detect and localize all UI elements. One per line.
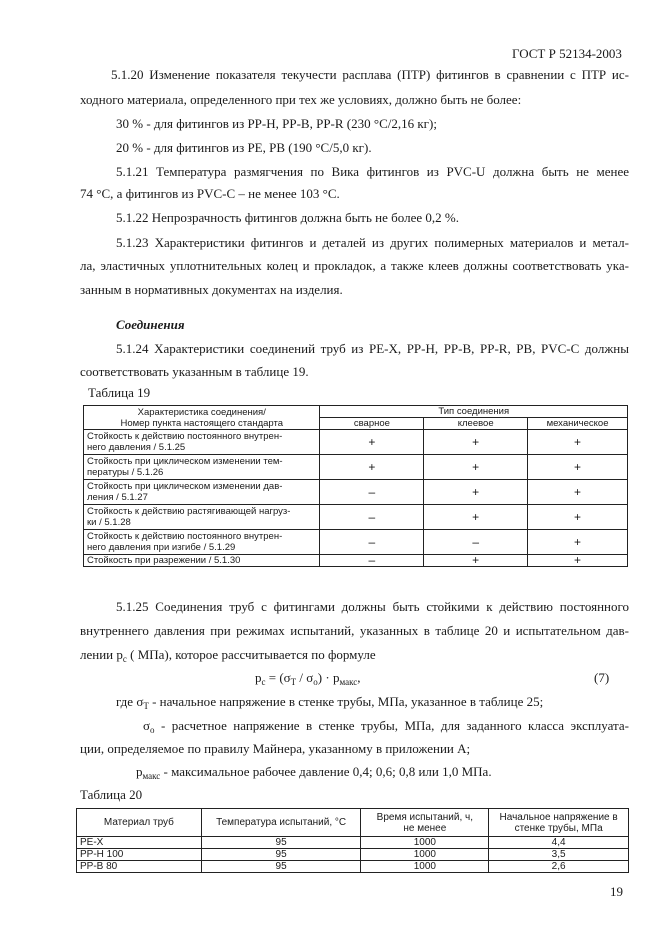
- para-5-1-25-line1: 5.1.25 Соединения труб с фитингами должны быть стойкими к действию постоянного: [116, 599, 629, 614]
- para-5-1-20-item2: 20 % - для фитингов из PE, PB (190 °С/5,0 кг).: [116, 140, 372, 155]
- table19-col-glued: клеевое: [424, 418, 528, 430]
- para-5-1-24-line2: соответствовать указанным в таблице 19.: [80, 364, 309, 379]
- page-number: 19: [610, 884, 623, 899]
- table20-header-time: Время испытаний, ч, не менее: [361, 809, 489, 837]
- para-5-1-23-line1: 5.1.23 Характеристики фитингов и деталей из других полимерных материалов и метал-: [116, 235, 629, 250]
- para-5-1-23-line2: ла, эластичных уплотнительных колец и прокладок, а также клеев должны соответствовать ука-: [80, 258, 629, 273]
- para-5-1-21-line2: 74 °С, а фитингов из PVC-C – не менее 103 °С.: [80, 186, 340, 201]
- para-5-1-23-line3: занным в нормативных документах на изделия.: [80, 282, 343, 297]
- table-row: PP-H 100 95 1000 3,5: [77, 849, 629, 861]
- table19-caption: Таблица 19: [88, 385, 151, 400]
- para-5-1-25-line3: лении $p_c$ ( МПа), которое рассчитывается по формуле: [80, 647, 376, 664]
- para-5-1-22: 5.1.22 Непрозрачность фитингов должна быть не более 0,2 %.: [116, 210, 459, 225]
- para-5-1-20-line1: 5.1.20 Изменение показателя текучести расплава (ПТР) фитингов в сравнении с ПТР ис-: [111, 67, 629, 82]
- table19-header-type: Тип соединения: [320, 406, 628, 418]
- para-5-1-24-line1: 5.1.24 Характеристики соединений труб из PE-X, PP-H, PP-B, PP-R, PB, PVC-C должны: [116, 341, 629, 356]
- table-row: Стойкость при циклическом изменении дав- ления / 5.1.27 – + +: [84, 480, 628, 505]
- table-20: [76, 808, 629, 873]
- table19-header-characteristic: Характеристика соединения/ Номер пункта настоящего стандарта: [84, 406, 320, 430]
- para-5-1-21-line1: 5.1.21 Температура размягчения по Вика фитингов из PVC-U должна быть не менее: [116, 164, 629, 179]
- table20-caption: Таблица 20: [80, 787, 143, 802]
- table19-col-mechanical: механическое: [528, 418, 628, 430]
- table20-header-material: Материал труб: [77, 809, 202, 837]
- table-row: PE-X 95 1000 4,4: [77, 837, 629, 849]
- table20-header-stress: Начальное напряжение в стенке трубы, МПа: [489, 809, 629, 837]
- table19-col-welded: сварное: [320, 418, 424, 430]
- formula-number: (7): [594, 670, 610, 685]
- document-id: ГОСТ Р 52134-2003: [512, 46, 622, 61]
- where-sigma-t: где $\sigma_T$ - начальное напряжение в стенке трубы, МПа, указанное в таблице 25;: [116, 694, 544, 711]
- table-row: Стойкость к действию постоянного внутрен- него давления / 5.1.25 + + +: [84, 430, 628, 455]
- formula-7: $p_c = (\sigma_T / \sigma_o) \cdot p_{макс}$,: [255, 670, 361, 687]
- section-title: Соединения: [116, 317, 185, 332]
- para-5-1-20-item1: 30 % - для фитингов из PP-H, PP-B, PP-R (230 °С/2,16 кг);: [116, 116, 437, 131]
- table-row: PP-B 80 95 1000 2,6: [77, 861, 629, 873]
- where-sigma-o: $\sigma_o$ - расчетное напряжение в стенке трубы, МПа, для заданного класса эксплуата-: [143, 718, 629, 735]
- table20-header-temperature: Температура испытаний, °С: [201, 809, 361, 837]
- table-row: Стойкость к действию постоянного внутрен- него давления при изгибе / 5.1.29 – – +: [84, 530, 628, 555]
- where-p-max: $p_{макс}$ - максимальное рабочее давление 0,4; 0,6; 0,8 или 1,0 МПа.: [136, 764, 492, 781]
- where-miner-rule: ции, определяемое по правилу Майнера, указанному в приложении А;: [80, 741, 471, 756]
- table-row: Стойкость к действию растягивающей нагруз- ки / 5.1.28 – + +: [84, 505, 628, 530]
- table-row: Стойкость при циклическом изменении тем- пературы / 5.1.26 + + +: [84, 455, 628, 480]
- table-19: [83, 405, 628, 567]
- table-row: Стойкость при разрежении / 5.1.30 – + +: [84, 555, 628, 567]
- para-5-1-20-line2: ходного материала, определенного при тех же условиях, должно быть не более:: [80, 92, 522, 107]
- para-5-1-25-line2: внутреннего давления при режимах испытаний, указанных в таблице 20 и испытательном дав-: [80, 623, 629, 638]
